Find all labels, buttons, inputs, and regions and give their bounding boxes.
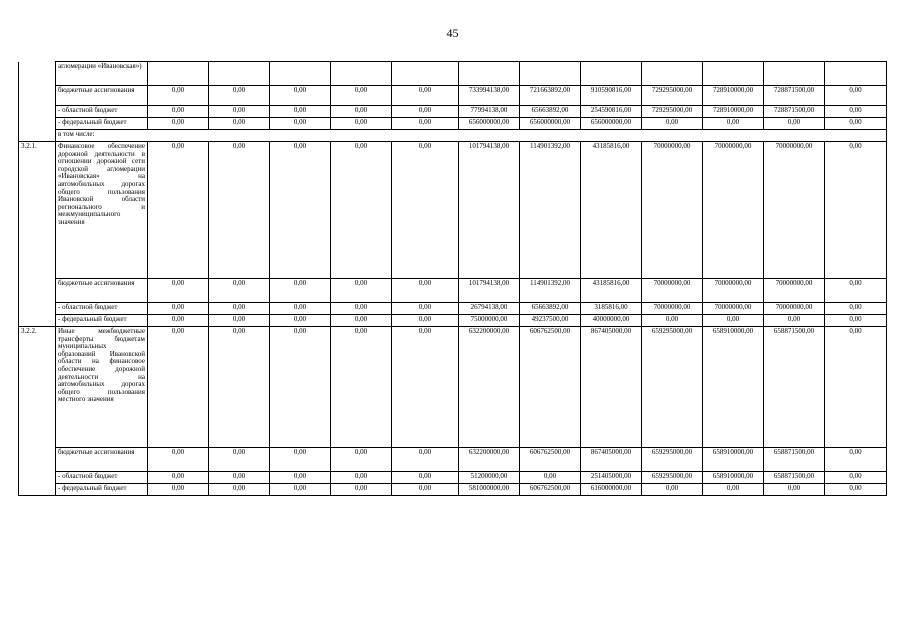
value-cell: 26794138,00	[459, 303, 520, 315]
value-cell: 0,00	[331, 279, 392, 303]
value-cell: 0,00	[270, 106, 331, 118]
value-cell: 0,00	[148, 279, 209, 303]
value-cell: 0,00	[209, 118, 270, 130]
page-number: 45	[446, 26, 459, 40]
value-cell: 867405000,00	[581, 448, 642, 472]
value-cell: 0,00	[392, 484, 459, 496]
table-row	[19, 279, 887, 303]
value-cell: 0,00	[209, 472, 270, 484]
value-cell: 658910000,00	[703, 472, 764, 484]
value-cell: 0,00	[520, 472, 581, 484]
value-cell: 0,00	[209, 315, 270, 327]
value-cell: 101794138,00	[459, 142, 520, 279]
value-cell: 0,00	[703, 118, 764, 130]
budget-table	[18, 61, 887, 496]
value-cell: 0,00	[270, 118, 331, 130]
row-label-cell: - федеральный бюджет	[56, 484, 148, 496]
value-cell: 40000000,00	[581, 315, 642, 327]
row-code-cell	[19, 130, 56, 142]
value-cell: 0,00	[825, 315, 887, 327]
value-cell: 70000000,00	[703, 303, 764, 315]
value-cell: 0,00	[148, 303, 209, 315]
row-label-cell: - федеральный бюджет	[56, 118, 148, 130]
value-cell: 659295000,00	[642, 327, 703, 448]
value-cell: 581000000,00	[459, 484, 520, 496]
table-body	[19, 62, 887, 496]
value-cell: 0,00	[209, 484, 270, 496]
value-cell	[520, 62, 581, 86]
value-cell: 0,00	[825, 484, 887, 496]
table-row	[19, 327, 887, 448]
value-cell	[270, 62, 331, 86]
value-cell: 0,00	[331, 484, 392, 496]
value-cell: 0,00	[392, 142, 459, 279]
value-cell: 0,00	[392, 315, 459, 327]
value-cell: 0,00	[642, 484, 703, 496]
value-cell: 0,00	[764, 315, 825, 327]
value-cell: 0,00	[392, 118, 459, 130]
row-label-cell: - федеральный бюджет	[56, 315, 148, 327]
row-code-cell	[19, 62, 56, 86]
value-cell: 70000000,00	[703, 142, 764, 279]
value-cell	[459, 62, 520, 86]
value-cell: 656000000,00	[459, 118, 520, 130]
table-row	[19, 315, 887, 327]
value-cell: 616000000,00	[581, 484, 642, 496]
value-cell: 70000000,00	[764, 303, 825, 315]
value-cell	[209, 62, 270, 86]
value-cell: 0,00	[392, 327, 459, 448]
table-row	[19, 303, 887, 315]
value-cell: 0,00	[331, 142, 392, 279]
row-label-cell: в том числе:	[56, 130, 887, 142]
value-cell	[764, 62, 825, 86]
row-label-cell: бюджетные ассигнования	[56, 279, 148, 303]
value-cell: 51200000,00	[459, 472, 520, 484]
value-cell: 721663892,00	[520, 86, 581, 106]
value-cell: 75000000,00	[459, 315, 520, 327]
value-cell: 0,00	[331, 86, 392, 106]
row-code-cell: 3.2.1.	[19, 142, 56, 279]
value-cell: 0,00	[825, 142, 887, 279]
row-code-cell	[19, 106, 56, 118]
row-label-cell: - областной бюджет	[56, 106, 148, 118]
value-cell: 0,00	[392, 106, 459, 118]
value-cell: 0,00	[270, 472, 331, 484]
row-label-cell: - областной бюджет	[56, 303, 148, 315]
value-cell	[642, 62, 703, 86]
value-cell: 101794138,00	[459, 279, 520, 303]
table-row	[19, 118, 887, 130]
value-cell: 43185816,00	[581, 279, 642, 303]
table-row	[19, 448, 887, 472]
value-cell: 0,00	[825, 472, 887, 484]
value-cell: 659295000,00	[642, 448, 703, 472]
value-cell: 0,00	[209, 303, 270, 315]
value-cell: 0,00	[392, 472, 459, 484]
value-cell: 0,00	[148, 142, 209, 279]
value-cell: 606762500,00	[520, 448, 581, 472]
value-cell: 0,00	[209, 142, 270, 279]
value-cell: 0,00	[270, 86, 331, 106]
table-row	[19, 130, 887, 142]
row-code-cell	[19, 118, 56, 130]
value-cell	[148, 62, 209, 86]
value-cell: 606762500,00	[520, 327, 581, 448]
value-cell	[703, 62, 764, 86]
row-code-cell	[19, 315, 56, 327]
value-cell: 0,00	[703, 315, 764, 327]
value-cell: 0,00	[642, 315, 703, 327]
value-cell: 0,00	[270, 279, 331, 303]
value-cell: 0,00	[209, 448, 270, 472]
table-row	[19, 106, 887, 118]
value-cell: 728871500,00	[764, 86, 825, 106]
value-cell: 0,00	[148, 315, 209, 327]
value-cell: 70000000,00	[642, 279, 703, 303]
value-cell: 0,00	[825, 448, 887, 472]
value-cell: 0,00	[148, 106, 209, 118]
value-cell: 0,00	[148, 472, 209, 484]
value-cell: 70000000,00	[642, 303, 703, 315]
value-cell: 0,00	[148, 327, 209, 448]
value-cell: 0,00	[270, 142, 331, 279]
value-cell: 910590816,00	[581, 86, 642, 106]
value-cell: 632200000,00	[459, 448, 520, 472]
value-cell: 65663892,00	[520, 106, 581, 118]
value-cell: 658871500,00	[764, 472, 825, 484]
value-cell: 0,00	[825, 327, 887, 448]
value-cell: 70000000,00	[703, 279, 764, 303]
value-cell: 0,00	[148, 448, 209, 472]
row-code-cell	[19, 472, 56, 484]
value-cell: 658910000,00	[703, 448, 764, 472]
value-cell	[825, 62, 887, 86]
row-code-cell	[19, 279, 56, 303]
value-cell: 0,00	[825, 106, 887, 118]
value-cell: 606762500,00	[520, 484, 581, 496]
row-label-cell: агломерации «Ивановская»)	[56, 62, 148, 86]
value-cell: 0,00	[331, 472, 392, 484]
value-cell: 65663892,00	[520, 303, 581, 315]
row-label-cell: бюджетные ассигнования	[56, 86, 148, 106]
value-cell: 0,00	[209, 106, 270, 118]
value-cell: 0,00	[331, 315, 392, 327]
value-cell: 0,00	[392, 86, 459, 106]
value-cell: 728910000,00	[703, 86, 764, 106]
value-cell: 3185816,00	[581, 303, 642, 315]
value-cell: 733994138,00	[459, 86, 520, 106]
value-cell: 656000000,00	[581, 118, 642, 130]
value-cell: 0,00	[764, 118, 825, 130]
value-cell: 0,00	[270, 303, 331, 315]
value-cell: 0,00	[331, 118, 392, 130]
value-cell	[331, 62, 392, 86]
value-cell: 49237500,00	[520, 315, 581, 327]
value-cell: 0,00	[209, 327, 270, 448]
value-cell: 43185816,00	[581, 142, 642, 279]
value-cell: 0,00	[331, 327, 392, 448]
value-cell	[392, 62, 459, 86]
row-code-cell	[19, 484, 56, 496]
value-cell: 70000000,00	[642, 142, 703, 279]
value-cell: 0,00	[764, 484, 825, 496]
value-cell: 658871500,00	[764, 327, 825, 448]
row-code-cell: 3.2.2.	[19, 327, 56, 448]
value-cell: 728871500,00	[764, 106, 825, 118]
value-cell: 70000000,00	[764, 279, 825, 303]
value-cell: 0,00	[148, 118, 209, 130]
value-cell: 0,00	[825, 118, 887, 130]
value-cell: 0,00	[331, 106, 392, 118]
value-cell: 0,00	[825, 86, 887, 106]
value-cell: 0,00	[703, 484, 764, 496]
value-cell: 77994138,00	[459, 106, 520, 118]
table-row	[19, 142, 887, 279]
value-cell: 114901392,00	[520, 279, 581, 303]
value-cell: 0,00	[270, 327, 331, 448]
row-code-cell	[19, 303, 56, 315]
value-cell: 251405000,00	[581, 472, 642, 484]
value-cell: 0,00	[825, 279, 887, 303]
value-cell: 0,00	[270, 448, 331, 472]
value-cell: 728910000,00	[703, 106, 764, 118]
row-code-cell	[19, 86, 56, 106]
value-cell: 658871500,00	[764, 448, 825, 472]
value-cell: 70000000,00	[764, 142, 825, 279]
value-cell: 0,00	[331, 448, 392, 472]
row-label-cell: бюджетные ассигнования	[56, 448, 148, 472]
table-row	[19, 484, 887, 496]
value-cell: 867405000,00	[581, 327, 642, 448]
table-row	[19, 86, 887, 106]
value-cell: 0,00	[148, 484, 209, 496]
value-cell: 0,00	[392, 303, 459, 315]
value-cell	[581, 62, 642, 86]
value-cell: 0,00	[825, 303, 887, 315]
value-cell: 0,00	[270, 484, 331, 496]
value-cell: 254590816,00	[581, 106, 642, 118]
value-cell: 0,00	[392, 279, 459, 303]
value-cell: 0,00	[331, 303, 392, 315]
value-cell: 658910000,00	[703, 327, 764, 448]
value-cell: 0,00	[209, 279, 270, 303]
table-row	[19, 62, 887, 86]
value-cell: 632200000,00	[459, 327, 520, 448]
value-cell: 0,00	[392, 448, 459, 472]
row-label-cell: Финансовое обеспечение дорожной деятельности в отношении дорожной сети городской агломерации «Ивановская» на автомобильных дорогах общего пользования Ивановской области регионального и межмуниципального значения	[56, 142, 148, 279]
row-label-cell: - областной бюджет	[56, 472, 148, 484]
value-cell: 114901392,00	[520, 142, 581, 279]
value-cell: 0,00	[148, 86, 209, 106]
table-row	[19, 472, 887, 484]
value-cell: 656000000,00	[520, 118, 581, 130]
value-cell: 0,00	[642, 118, 703, 130]
value-cell: 659295000,00	[642, 472, 703, 484]
value-cell: 0,00	[270, 315, 331, 327]
row-label-cell: Иные межбюджетные трансферты бюджетам муниципальных образований Ивановской области на финансовое обеспечение дорожной деятельности на автомобильных дорогах общего пользования местного значения	[56, 327, 148, 448]
row-code-cell	[19, 448, 56, 472]
value-cell: 729295000,00	[642, 86, 703, 106]
value-cell: 0,00	[209, 86, 270, 106]
value-cell: 729295000,00	[642, 106, 703, 118]
